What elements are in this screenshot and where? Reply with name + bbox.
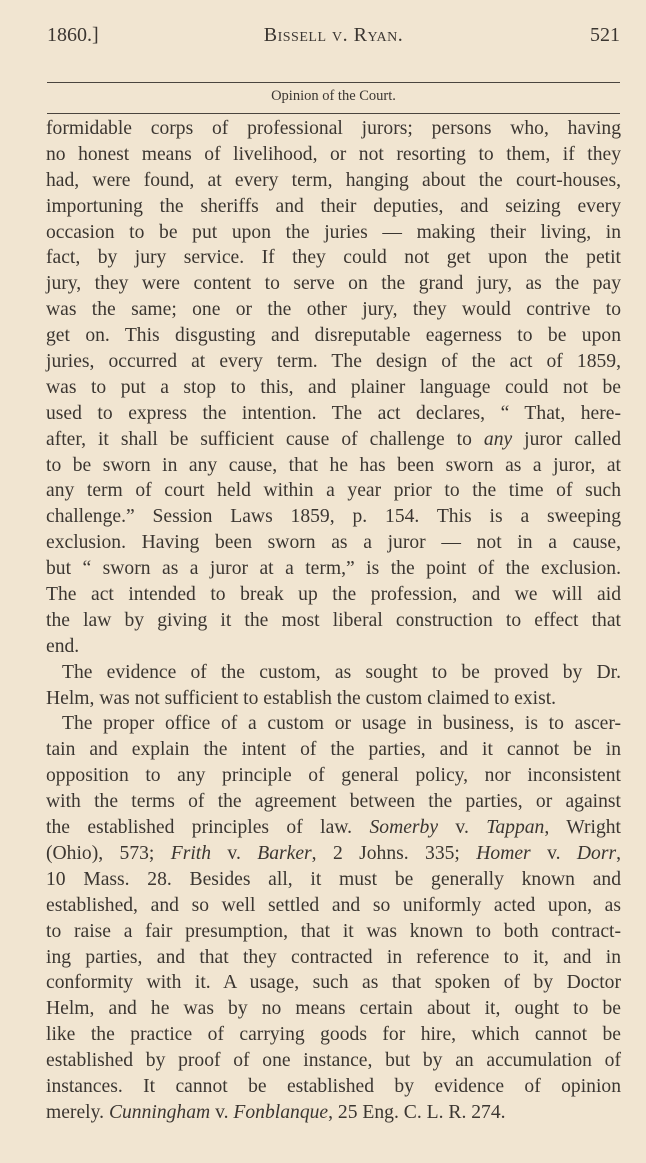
text-line	[46, 841, 621, 867]
text-run: exclusion. Having been sworn as a juror — not in a cause,	[46, 532, 621, 554]
text-run: juries, occurred at every term. The design of the act of 1859,	[46, 351, 621, 373]
text-line	[46, 194, 621, 220]
text-line	[46, 634, 621, 660]
text-run: like the practice of carrying goods for hire, which cannot be	[46, 1024, 621, 1046]
text-run: instances. It cannot be established by evidence of opinion	[46, 1075, 621, 1097]
text-run: The proper office of a custom or usage in business, is to ascer-	[62, 713, 621, 735]
text-line	[46, 996, 621, 1022]
case-name: Homer	[476, 842, 531, 864]
text-line	[46, 375, 621, 401]
running-header	[47, 24, 620, 50]
text-line	[46, 220, 621, 246]
text-run: juror called	[512, 428, 621, 450]
text-run: any term of court held within a year prior to the time of such	[46, 480, 621, 502]
text-run: occasion to be put upon the juries — making their living, in	[46, 221, 621, 243]
text-run: end.	[46, 635, 80, 657]
text-line	[46, 142, 621, 168]
case-name: Dorr	[576, 842, 617, 864]
text-line	[46, 1100, 621, 1126]
case-name: Tappan	[486, 817, 545, 839]
text-run: The act intended to break up the profession, and we will aid	[46, 584, 621, 606]
text-run: v.	[211, 842, 258, 864]
text-run: formidable corps of professional jurors; persons who, having	[46, 118, 621, 139]
text-run: ,	[616, 842, 621, 864]
text-run: but “ sworn as a juror at a term,” is the point of the exclusion.	[46, 558, 621, 580]
text-run: Helm, and he was by no means certain about it, ought to be	[46, 998, 621, 1020]
text-run: to be sworn in any cause, that he has been sworn as a juror, at	[46, 454, 621, 476]
text-run: conformity with it. A usage, such as that spoken of by Doctor	[46, 972, 621, 994]
header-year: 1860.]	[47, 24, 99, 46]
text-line	[46, 737, 621, 763]
text-run: had, were found, at every term, hanging about the court-houses,	[46, 169, 621, 191]
text-line	[46, 789, 621, 815]
text-run: ing parties, and that they contracted in reference to it, and in	[46, 946, 621, 968]
text-run: , 25 Eng. C. L. R. 274.	[328, 1101, 506, 1123]
text-run: jury, they were content to serve on the grand jury, as the pay	[46, 273, 621, 295]
text-run: challenge.” Session Laws 1859, p. 154. This is a sweeping	[46, 506, 621, 528]
text-run: Helm, was not sufficient to establish the custom claimed to exist.	[46, 687, 557, 709]
text-line	[46, 323, 621, 349]
text-run: v.	[210, 1101, 234, 1123]
text-line	[46, 686, 621, 712]
text-line	[46, 453, 621, 479]
text-line	[46, 970, 621, 996]
body-text	[46, 116, 621, 1126]
header-case-title: Bissell v. Ryan.	[263, 24, 404, 46]
section-subtitle: Opinion of the Court.	[271, 88, 396, 104]
text-run: , 2 Johns. 335;	[311, 842, 477, 864]
text-run: established, and so well settled and so uniformly acted upon, as	[46, 894, 621, 916]
case-name: Cunningham	[108, 1101, 211, 1123]
text-line	[46, 1048, 621, 1074]
text-line	[46, 763, 621, 789]
text-run: v.	[530, 842, 577, 864]
text-run: no honest means of livelihood, or not resorting to them, if they	[46, 143, 621, 165]
text-line	[46, 116, 621, 142]
text-line	[46, 349, 621, 375]
text-run: was the same; one or the other jury, they would contrive to	[46, 299, 621, 321]
text-run: 10 Mass. 28. Besides all, it must be generally known and	[46, 868, 621, 890]
text-run: with the terms of the agreement between the parties, or against	[46, 791, 621, 813]
text-line	[46, 1074, 621, 1100]
text-run: get on. This disgusting and disreputable eagerness to be upon	[46, 325, 621, 347]
text-line	[46, 401, 621, 427]
case-name: Frith	[170, 842, 212, 864]
text-line	[46, 556, 621, 582]
subtitle-rule	[47, 113, 620, 114]
text-line	[46, 867, 621, 893]
text-line	[46, 168, 621, 194]
page-number: 521	[590, 24, 620, 46]
text-run: tain and explain the intent of the parties, and it cannot be in	[46, 739, 621, 761]
text-run: merely.	[46, 1101, 109, 1123]
text-run: v.	[438, 817, 487, 839]
text-line	[46, 919, 621, 945]
text-line	[46, 478, 621, 504]
text-line	[46, 504, 621, 530]
text-line	[46, 297, 621, 323]
text-line	[46, 711, 621, 737]
text-run: used to express the intention. The act declares, “ That, here-	[46, 402, 621, 424]
text-line	[46, 893, 621, 919]
case-name: Barker	[257, 842, 312, 864]
text-line	[46, 1022, 621, 1048]
text-line	[46, 245, 621, 271]
text-line	[46, 608, 621, 634]
text-run: the law by giving it the most liberal construction to effect that	[46, 609, 621, 631]
text-line	[46, 427, 621, 453]
case-name: any	[483, 428, 513, 450]
text-run: importuning the sheriffs and their deputies, and seizing every	[46, 195, 621, 217]
text-run: , Wright	[544, 817, 621, 839]
text-line	[46, 660, 621, 686]
case-name: Fonblanque	[233, 1101, 329, 1123]
text-run: the established principles of law.	[46, 817, 370, 839]
text-run: (Ohio), 573;	[46, 842, 171, 864]
text-run: The evidence of the custom, as sought to be proved by Dr.	[62, 661, 621, 683]
text-line	[46, 945, 621, 971]
text-line	[46, 815, 621, 841]
header-rule	[47, 82, 620, 83]
text-run: after, it shall be sufficient cause of challenge to	[46, 428, 484, 450]
text-run: fact, by jury service. If they could not get upon the petit	[46, 247, 621, 269]
case-name: Somerby	[369, 817, 439, 839]
text-line	[46, 582, 621, 608]
text-run: was to put a stop to this, and plainer language could not be	[46, 376, 621, 398]
text-line	[46, 271, 621, 297]
text-run: established by proof of one instance, but by an accumulation of	[46, 1050, 621, 1072]
text-run: to raise a fair presumption, that it was known to both contract-	[46, 920, 621, 942]
text-line	[46, 530, 621, 556]
text-run: opposition to any principle of general policy, nor inconsistent	[46, 765, 621, 787]
